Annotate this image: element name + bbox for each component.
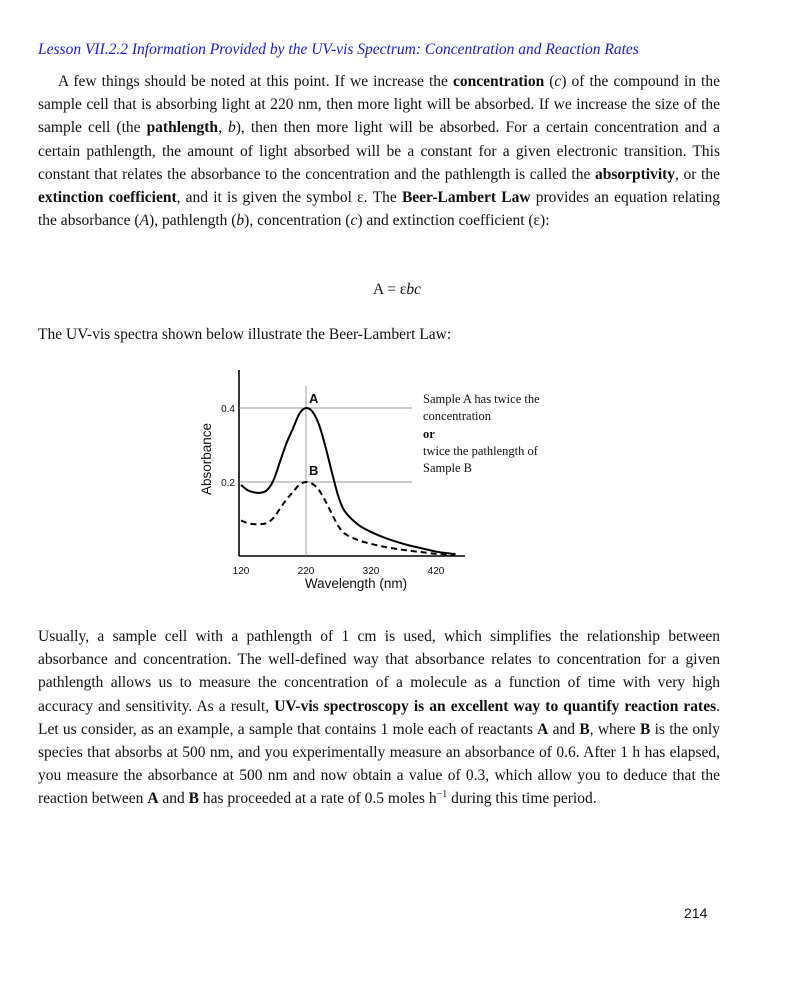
- series-b-curve: [241, 482, 456, 555]
- text-run: ), concentration (: [244, 212, 351, 230]
- text-run: during this time period.: [447, 790, 597, 808]
- text-run: A: [147, 790, 159, 808]
- text-run: b: [236, 212, 245, 230]
- text-run: ), pathlength (: [149, 212, 237, 230]
- text-run: concentration: [452, 73, 545, 90]
- text-run: extinction coefficient: [38, 189, 177, 207]
- text-run: , where: [589, 720, 640, 738]
- text-run: c: [350, 212, 358, 230]
- text-run: A: [139, 212, 150, 230]
- peak-label-a: A: [309, 391, 319, 406]
- x-tick-label: 120: [232, 566, 250, 577]
- text-run: UV-vis spectroscopy is an excellent way to quantify reaction rates: [274, 697, 717, 715]
- x-tick-label: 220: [297, 566, 315, 577]
- text-run: ) of the compound in the sample cell that is absorbing light at 220 nm, then more light will be absorbed. If we increase the size of the sample cell (the: [38, 73, 720, 137]
- page-number: 214: [684, 905, 708, 921]
- annotation-line: Sample A has twice the: [423, 392, 540, 406]
- y-tick-label: 0.4: [221, 404, 235, 415]
- x-tick-label: 420: [427, 566, 445, 577]
- text-run: is the only species that absorbs at 500 nm, and you experimentally measure an absorbance of 0.6. After 1 h has elapsed, you measure the absorbance at 500 nm and now obtain a value of 0.3, which allow you to deduce that the reaction between: [38, 720, 720, 808]
- text-run: has proceeded at a rate of 0.5 moles h: [199, 790, 437, 808]
- text-run: and: [548, 720, 580, 738]
- text-run: A: [537, 720, 549, 738]
- text-run: Usually, a sample cell with a pathlength of 1 cm is used, which simplifies the relationship between absorbance and concentration. The well-defined way that absorbance relates to concentration for a given pathlength allows us to measure the concentration of a molecule as a function of time with very high accuracy and sensitivity. As a result,: [38, 628, 720, 715]
- text-run: ,: [218, 119, 228, 137]
- text-run: ), then then more light will be absorbed. For a certain concentration and a certain pathlength, the amount of light absorbed will be a constant for a given electronic transition. This constant that relates the absorbance to the concentration and the pathlength is called the: [38, 119, 720, 183]
- text-run: (: [544, 73, 555, 90]
- x-tick-label: 320: [362, 566, 380, 577]
- text-run: and: [158, 790, 189, 808]
- text-run: b: [228, 119, 236, 137]
- equation-lhs: A = ε: [373, 281, 407, 298]
- peak-label-b: B: [309, 463, 319, 478]
- annotation-line: or: [423, 427, 435, 441]
- text-run: , and it is given the symbol ε. The: [176, 189, 402, 207]
- text-run: absorptivity: [594, 165, 676, 183]
- x-axis-title: Wavelength (nm): [304, 576, 408, 591]
- text-run: provides an equation relating the absorbance (: [38, 189, 720, 230]
- equation-rhs: bc: [406, 281, 421, 298]
- annotation-line: twice the pathlength of: [423, 444, 538, 458]
- text-run: pathlength: [146, 119, 219, 137]
- text-run: −1: [436, 789, 448, 801]
- y-tick-label: 0.2: [221, 478, 235, 489]
- lesson-heading: Lesson VII.2.2 Information Provided by the UV-vis Spectrum: Concentration and Reaction Rates: [38, 41, 639, 58]
- text-run: A few things should be noted at this point. If we increase the: [58, 73, 453, 90]
- chart-annotation: [423, 392, 540, 475]
- annotation-line: concentration: [423, 409, 492, 423]
- paragraph-reaction-rates: [38, 625, 720, 811]
- text-run: B: [579, 720, 590, 738]
- annotation-line: Sample B: [423, 461, 472, 475]
- text-run: Beer-Lambert Law: [401, 189, 531, 207]
- chart-labels: [309, 391, 319, 478]
- y-axis-title: Absorbance: [199, 422, 214, 496]
- figure-intro: The UV-vis spectra shown below illustrate the Beer-Lambert Law:: [38, 326, 452, 343]
- text-run: ) and extinction coefficient (ε):: [357, 212, 550, 230]
- text-run: B: [188, 790, 199, 808]
- text-run: . Let us consider, as an example, a sample that contains 1 mole each of reactants: [38, 697, 720, 738]
- text-run: , or the: [675, 165, 720, 183]
- text-run: c: [554, 73, 562, 90]
- chart-guides: [239, 386, 412, 556]
- text-run: B: [639, 720, 651, 738]
